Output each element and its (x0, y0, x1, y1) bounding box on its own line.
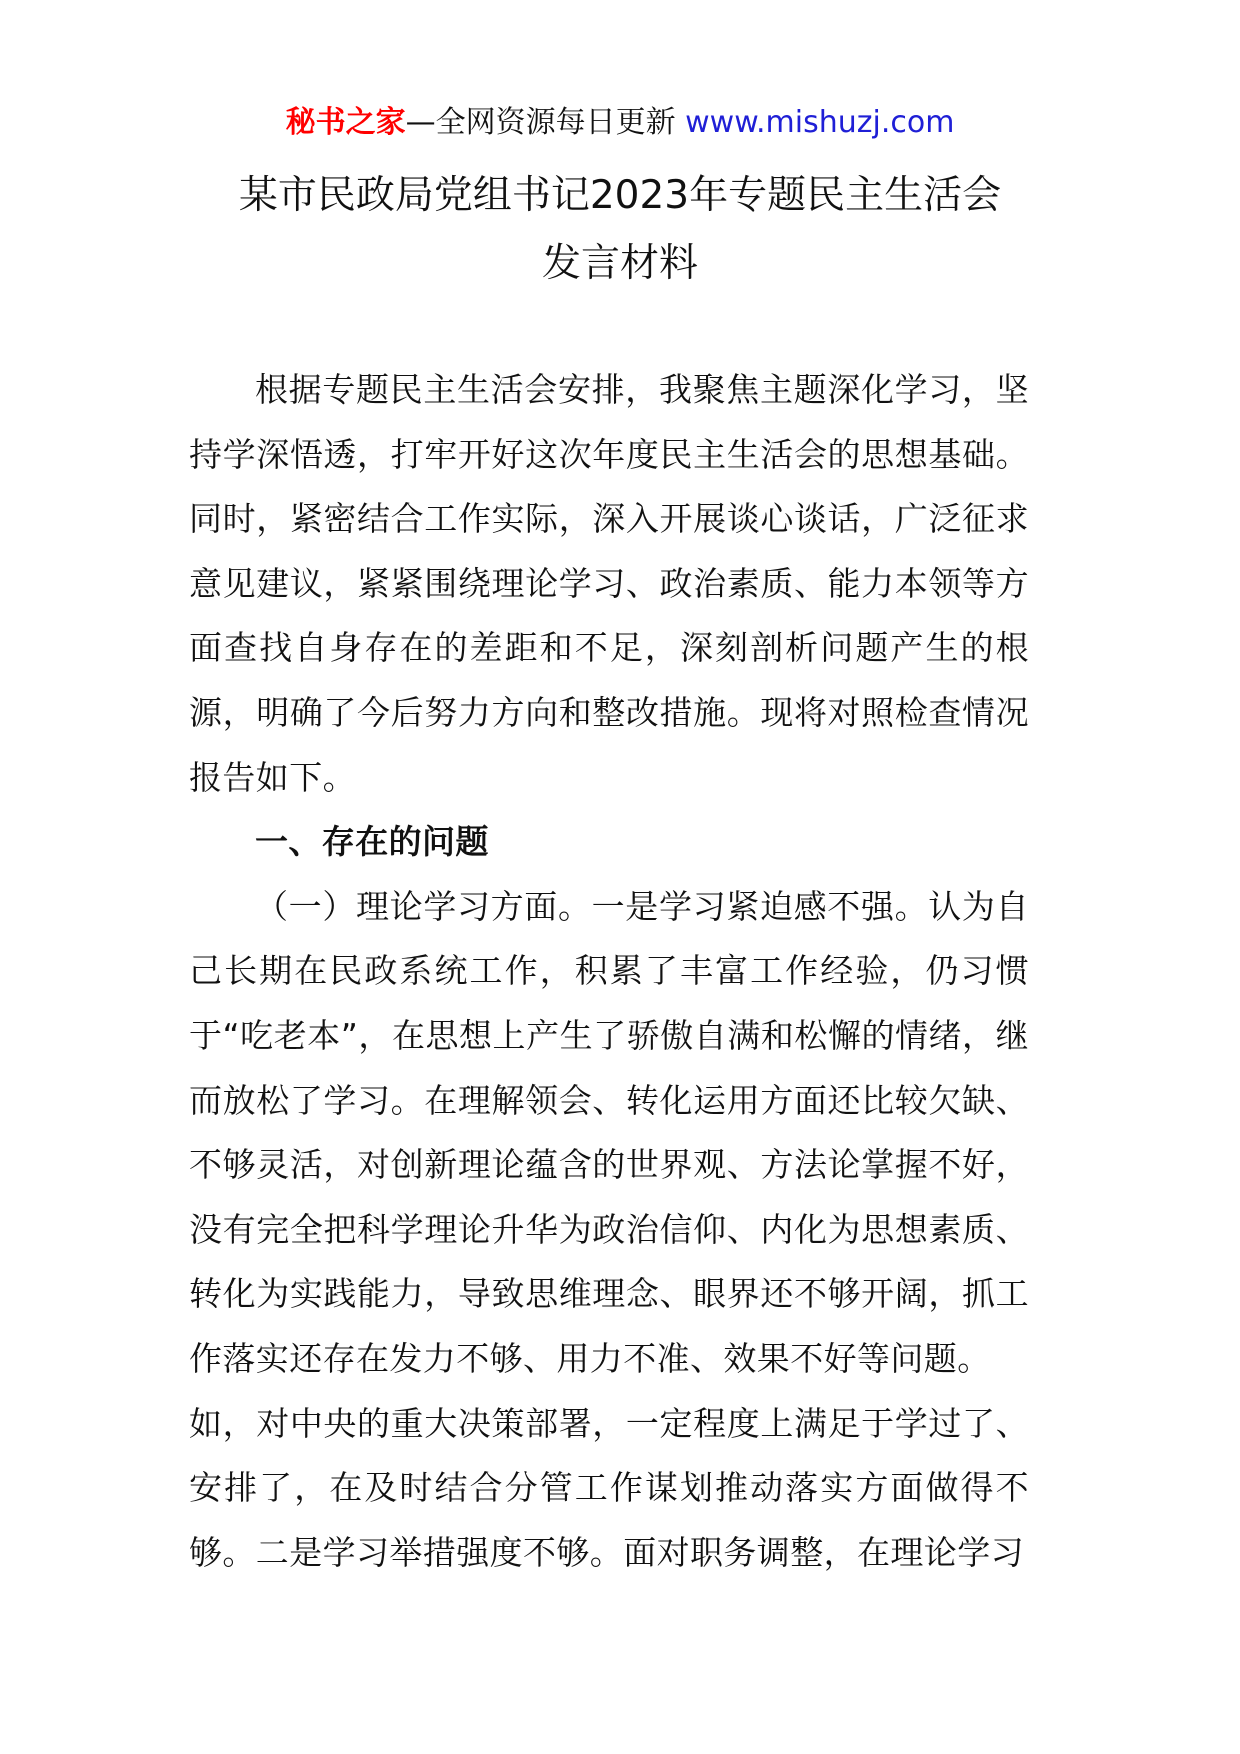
document-title (0, 162, 1240, 298)
theory-study-paragraph: （一）理论学习方面。一是学习紧迫感不强。认为自己长期在民政系统工作，积累了丰富工作经验，仍习惯于“吃老本”，在思想上产生了骄傲自满和松懈的情绪，继而放松了学习。在理解领会、转化运用方面还比较欠缺、不够灵活，对创新理论蕴含的世界观、方法论掌握不好，没有完全把科学理论升华为政治信仰、内化为思想素质、转化为实践能力，导致思维理念、眼界还不够开阔，抓工作落实还存在发力不够、用力不准、效果不好等问题。 (189, 886, 1029, 1378)
watermark-banner (0, 103, 1240, 143)
watermark-url[interactable]: www.mishuzj.com (685, 105, 955, 140)
intro-paragraph: 根据专题民主生活会安排，我聚焦主题深化学习，坚持学深悟透，打牢开好这次年度民主生活会的思想基础。同时，紧密结合工作实际，深入开展谈心谈话，广泛征求意见建议，紧紧围绕理论学习、政治素质、能力本领等方面查找自身存在的差距和不足，深刻剖析问题产生的根源，明确了今后努力方向和整改措施。现将对照检查情况报告如下。 (189, 370, 1029, 797)
theory-study-paragraph-continued: 如，对中央的重大决策部署，一定程度上满足于学过了、安排了，在及时结合分管工作谋划推动落实方面做得不够。二是学习举措强度不够。面对职务调整，在理论学习 (189, 1403, 1029, 1572)
title-line-1: 某市民政局党组书记2023年专题民主生活会 (238, 173, 1002, 218)
watermark-tagline: —全网资源每日更新 (405, 105, 676, 140)
section-heading-problems: 一、存在的问题 (255, 822, 489, 862)
title-line-2: 发言材料 (541, 241, 698, 286)
watermark-brand: 秘书之家 (285, 105, 406, 140)
document-body (189, 358, 1029, 1585)
